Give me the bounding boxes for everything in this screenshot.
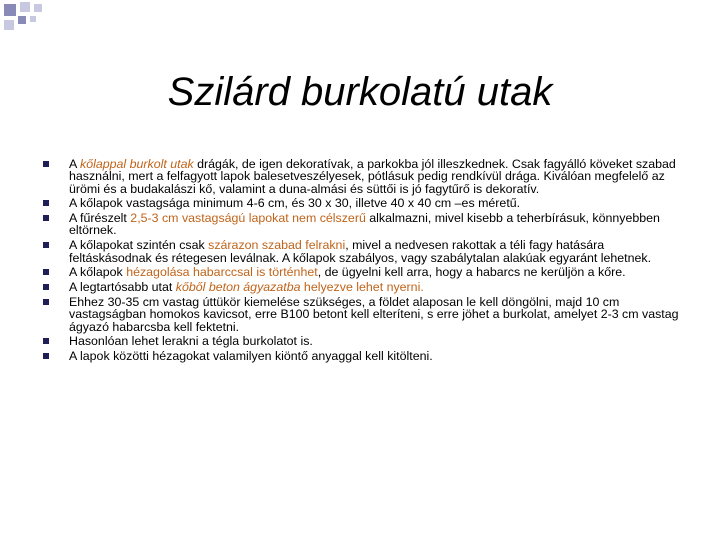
bullet-text: A <box>69 157 81 171</box>
bullet-square-icon <box>43 161 49 167</box>
corner-square-6 <box>30 16 36 22</box>
bullet-text: drágák, de igen dekoratívak, a parkokba jól illeszkednek. Csak fagyálló köveket szabad használni, mert a felfagyott lapok balesetveszélyesek, pótlásuk pedig rendkívül drága. Kiválóan megfelelő az ürömi és a budakalászi kő, valamint a duna-almási és süttői is jó fagytűrő is dekoratív. <box>69 157 676 196</box>
bullet-square-icon <box>43 242 49 248</box>
bullet-square-icon <box>43 353 49 359</box>
bullet-text: alkalmazni, mivel kisebb a teherbírásuk, könnyebben eltörnek. <box>69 211 660 238</box>
bullet-text: A kőlapok vastagsága minimum 4-6 cm, és 30 x 30, illetve 40 x 40 cm –es méretű. <box>69 196 521 211</box>
bullet-square-icon <box>43 299 49 305</box>
bullet-item <box>40 212 680 237</box>
bullet-list <box>40 158 680 365</box>
bullet-text: A legtartósabb utat <box>69 280 176 295</box>
bullet-text: A kőlapokat szintén csak <box>69 238 209 253</box>
bullet-square-icon <box>43 284 49 290</box>
bullet-item <box>40 296 680 333</box>
bullet-square-icon <box>43 338 49 344</box>
bullet-item <box>40 239 680 264</box>
bullet-text: Ehhez 30-35 cm vastag úttükör kiemelése szükséges, a földet alaposan le kell döngölni, majd 10 cm vastagságban homokos kavicsot, erre B100 betont kell elteríteni, s erre jöhet a burkolat, amelyet 2-3 cm vastag ágyazó habarcsba kell fektetni. <box>69 294 679 334</box>
bullet-square-icon <box>43 215 49 221</box>
bullet-text: A kőlapok <box>69 265 127 280</box>
highlighted-text: kőből beton ágyazatba <box>175 280 301 295</box>
bullet-item <box>40 335 680 347</box>
highlighted-text: kőlappal burkolt utak <box>80 157 194 171</box>
bullet-item <box>40 281 680 293</box>
corner-square-5 <box>18 16 26 24</box>
bullet-text: A lapok közötti hézagokat valamilyen kiöntő anyaggal kell kitölteni. <box>69 349 433 364</box>
corner-decoration <box>0 0 60 40</box>
bullet-text: Hasonlóan lehet lerakni a tégla burkolatot is. <box>69 334 313 349</box>
highlighted-text: szárazon szabad felrakni <box>208 238 346 253</box>
corner-square-2 <box>20 2 30 12</box>
bullet-item <box>40 197 680 209</box>
bullet-text: , mivel a nedvesen rakottak a téli fagy hatására feltáskásodnak és rétegesen leválnak. A kőlapok szabályos, vagy szabálytalan alakúak egyaránt lehetnek. <box>69 238 652 265</box>
corner-square-1 <box>4 4 16 16</box>
highlighted-text: hézagolása habarccsal is történhet <box>126 265 318 280</box>
bullet-square-icon <box>43 200 49 206</box>
bullet-text: A fűrészelt <box>69 211 131 226</box>
bullet-item <box>40 158 680 195</box>
bullet-square-icon <box>43 269 49 275</box>
bullet-text: , de ügyelni kell arra, hogy a habarcs ne kerüljön a kőre. <box>317 265 626 280</box>
bullet-item <box>40 266 680 278</box>
slide-title: Szilárd burkolatú utak <box>167 70 553 114</box>
highlighted-text: 2,5-3 cm vastagságú lapokat nem célszerű <box>130 211 366 226</box>
highlighted-text: helyezve lehet nyerni. <box>300 280 424 295</box>
corner-square-3 <box>34 4 42 12</box>
bullet-item <box>40 350 680 362</box>
corner-square-4 <box>4 20 14 30</box>
